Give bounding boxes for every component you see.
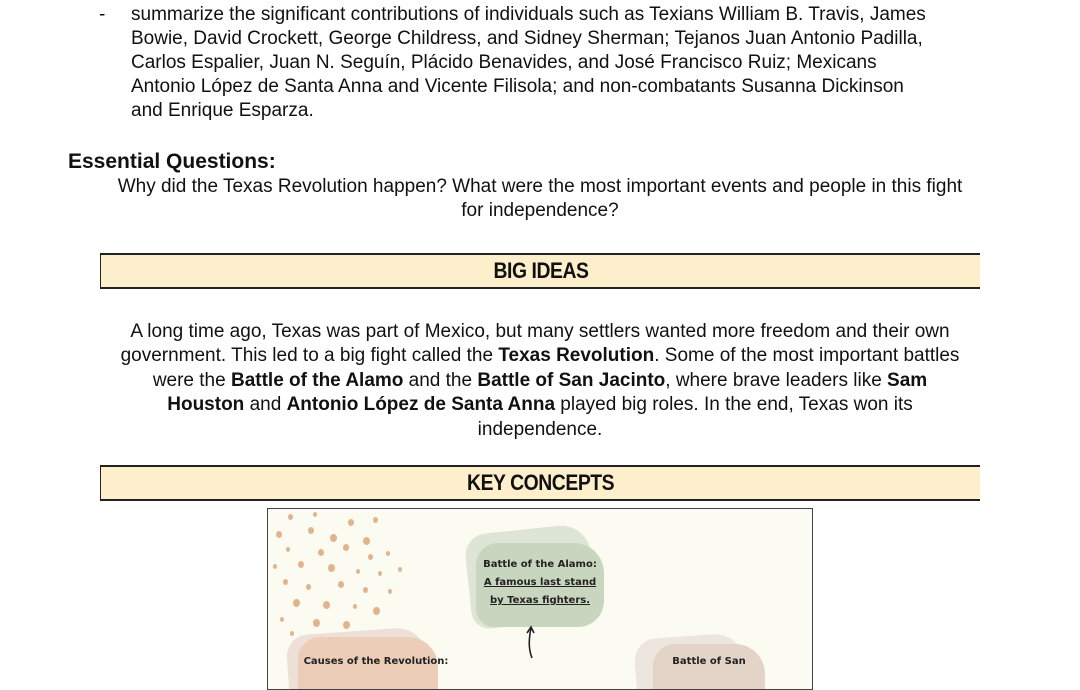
decorative-dot xyxy=(343,544,349,551)
big-ideas-line xyxy=(0,344,1080,368)
decorative-dot xyxy=(363,537,370,545)
big-ideas-banner xyxy=(100,253,980,289)
bold-term: Houston xyxy=(167,394,245,416)
alamo-title: Battle of the Alamo: xyxy=(483,559,597,570)
bold-term: Texas Revolution xyxy=(498,345,655,367)
decorative-dot xyxy=(368,554,373,560)
decorative-dot xyxy=(343,621,350,629)
text-segment: and the xyxy=(403,369,478,391)
text-segment: , where brave leaders like xyxy=(665,369,888,391)
decorative-dot xyxy=(373,607,380,615)
decorative-dot xyxy=(298,561,304,568)
objective-line: and Enrique Esparza. xyxy=(131,100,314,121)
objective-line: Bowie, David Crockett, George Childress, and Sidney Sherman; Tejanos Juan Antonio Padilla, xyxy=(131,28,923,49)
big-ideas-line xyxy=(0,320,1080,344)
alamo-desc-2: by Texas fighters. xyxy=(490,595,590,606)
essential-question-line: Why did the Texas Revolution happen? What were the most important events and people in this fight xyxy=(117,176,963,197)
text-segment: . Some of the most important battles xyxy=(654,345,960,367)
san-jacinto-node-title: Battle of San xyxy=(672,656,746,667)
decorative-dot xyxy=(283,579,288,585)
decorative-dot xyxy=(356,569,360,574)
text-segment: government. This led to a big fight called the xyxy=(120,345,499,367)
decorative-dot xyxy=(273,564,277,569)
decorative-dot xyxy=(290,631,294,636)
essential-questions-heading: Essential Questions: xyxy=(68,150,276,173)
big-ideas-title: BIG IDEAS xyxy=(492,258,589,283)
decorative-dot xyxy=(398,567,402,572)
text-segment: were the xyxy=(152,369,231,391)
decorative-dot xyxy=(323,601,330,609)
decorative-dot xyxy=(386,551,390,556)
objective-line: Carlos Espalier, Juan N. Seguín, Plácido Benavides, and José Francisco Ruiz; Mexicans xyxy=(131,52,877,73)
decorative-dot xyxy=(280,617,284,622)
bold-term: Antonio López de Santa Anna xyxy=(286,394,556,416)
decorative-dot xyxy=(373,517,378,523)
decorative-dot xyxy=(378,571,382,576)
key-concepts-title: KEY CONCEPTS xyxy=(466,470,615,495)
bold-term: Battle of the Alamo xyxy=(230,369,404,391)
decorative-dot xyxy=(348,519,354,526)
decorative-dot xyxy=(286,547,290,552)
alamo-node xyxy=(476,556,604,610)
causes-node-title: Causes of the Revolution: xyxy=(303,656,449,667)
decorative-dot xyxy=(276,531,282,538)
decorative-dot xyxy=(328,564,335,572)
bold-term: Sam xyxy=(887,369,928,391)
text-segment: A long time ago, Texas was part of Mexico, but many settlers wanted more freedom and their own xyxy=(130,321,950,342)
alamo-desc-1: A famous last stand xyxy=(483,577,597,588)
decorative-dot xyxy=(338,581,344,588)
decorative-dot xyxy=(308,527,314,534)
key-concepts-diagram xyxy=(267,508,813,690)
bullet-dash: - xyxy=(99,4,106,25)
big-ideas-line xyxy=(0,369,1080,393)
essential-question-line: for independence? xyxy=(461,200,619,221)
decorative-dot xyxy=(313,619,320,627)
big-ideas-line xyxy=(0,418,1080,442)
decorative-dot xyxy=(388,589,392,594)
decorative-dot xyxy=(306,584,311,590)
decorative-dot xyxy=(363,587,368,593)
decorative-dot xyxy=(318,549,324,556)
decorative-dot xyxy=(313,512,317,517)
big-ideas-line xyxy=(0,393,1080,417)
objective-line: Antonio López de Santa Anna and Vicente Filisola; and non-combatants Susanna Dickinson xyxy=(131,76,904,97)
key-concepts-banner xyxy=(100,465,980,501)
objective-line: summarize the significant contributions of individuals such as Texians William B. Travis, James xyxy=(131,4,926,25)
decorative-dot xyxy=(330,534,337,542)
decorative-dot xyxy=(353,604,357,609)
bold-term: Battle of San Jacinto xyxy=(477,369,666,391)
text-segment: independence. xyxy=(477,418,603,440)
arrow-up-icon xyxy=(523,624,539,660)
text-segment: played big roles. In the end, Texas won its xyxy=(555,394,913,416)
decorative-dot xyxy=(293,599,300,607)
text-segment: and xyxy=(244,394,287,416)
decorative-dot xyxy=(288,514,293,520)
